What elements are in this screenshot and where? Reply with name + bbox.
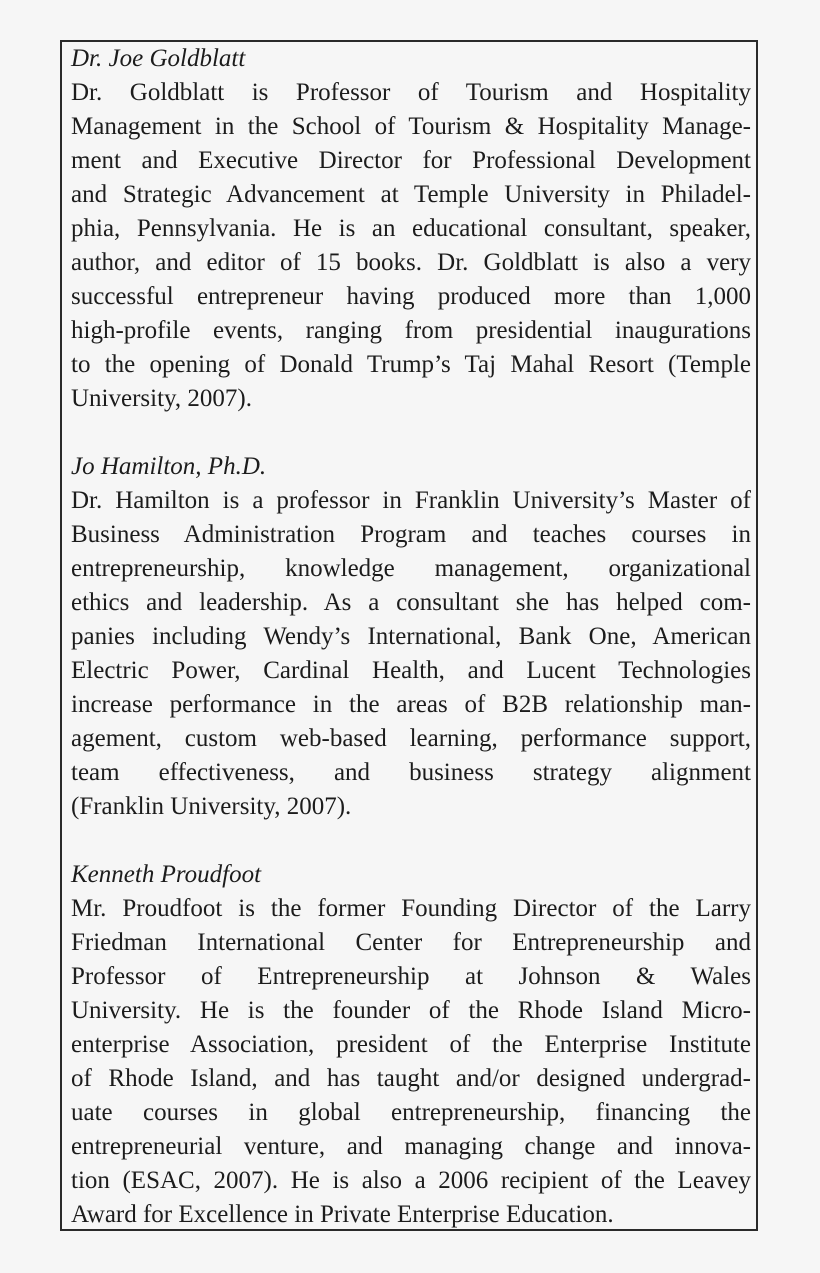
bio-line: entrepreneurship, knowledge management, organizational bbox=[71, 555, 751, 582]
bio-line: Award for Excellence in Private Enterprise Education. bbox=[71, 1201, 614, 1228]
bio-line: high-profile events, ranging from presidential inaugurations bbox=[71, 317, 751, 344]
bio-line: tion (ESAC, 2007). He is also a 2006 recipient of the Leavey bbox=[71, 1167, 751, 1194]
bio-line: Dr. Goldblatt is Professor of Tourism and Hospitality bbox=[71, 79, 751, 106]
bio-line: Business Administration Program and teaches courses in bbox=[71, 521, 751, 548]
bio-line: author, and editor of 15 books. Dr. Goldblatt is also a very bbox=[71, 249, 751, 276]
bio-text bbox=[71, 892, 751, 1232]
bio-line: Professor of Entrepreneurship at Johnson & Wales bbox=[71, 963, 751, 990]
bio-name: Jo Hamilton, Ph.D. bbox=[71, 453, 267, 480]
bio-content bbox=[71, 42, 751, 1232]
bio-line: ethics and leadership. As a consultant she has helped com- bbox=[71, 589, 751, 616]
bio-line: (Franklin University, 2007). bbox=[71, 793, 352, 820]
bio-line: of Rhode Island, and has taught and/or designed undergrad- bbox=[71, 1065, 751, 1092]
bio-line: panies including Wendy’s International, Bank One, American bbox=[71, 623, 751, 650]
bio-line: increase performance in the areas of B2B relationship man- bbox=[71, 691, 751, 718]
bio-line: Mr. Proudfoot is the former Founding Director of the Larry bbox=[71, 895, 751, 922]
bio-line: University. He is the founder of the Rhode Island Micro- bbox=[71, 997, 751, 1024]
bio-line: University, 2007). bbox=[71, 385, 252, 412]
bio-box bbox=[60, 40, 758, 1231]
bio-line: successful entrepreneur having produced more than 1,000 bbox=[71, 283, 751, 310]
bio-line: to the opening of Donald Trump’s Taj Mahal Resort (Temple bbox=[71, 351, 751, 378]
bio-line: ment and Executive Director for Professional Development bbox=[71, 147, 751, 174]
bio-line: Dr. Hamilton is a professor in Franklin University’s Master of bbox=[71, 487, 751, 514]
bio-line: team effectiveness, and business strategy alignment bbox=[71, 759, 751, 786]
bio-name: Kenneth Proudfoot bbox=[71, 861, 262, 888]
bio-entry-proudfoot bbox=[71, 858, 751, 1232]
bio-line: Friedman International Center for Entrepreneurship and bbox=[71, 929, 751, 956]
bio-line: enterprise Association, president of the Enterprise Institute bbox=[71, 1031, 751, 1058]
entry-spacer bbox=[71, 416, 751, 450]
bio-line: phia, Pennsylvania. He is an educational consultant, speaker, bbox=[71, 215, 751, 242]
bio-text bbox=[71, 484, 751, 824]
bio-line: Electric Power, Cardinal Health, and Lucent Technologies bbox=[71, 657, 751, 684]
bio-entry-hamilton bbox=[71, 450, 751, 824]
bio-line: entrepreneurial venture, and managing change and innova- bbox=[71, 1133, 751, 1160]
bio-line: uate courses in global entrepreneurship, financing the bbox=[71, 1099, 751, 1126]
entry-spacer bbox=[71, 824, 751, 858]
bio-line: agement, custom web-based learning, performance support, bbox=[71, 725, 751, 752]
bio-line: Management in the School of Tourism & Hospitality Manage- bbox=[71, 113, 751, 140]
bio-name: Dr. Joe Goldblatt bbox=[71, 45, 246, 72]
bio-line: and Strategic Advancement at Temple University in Philadel- bbox=[71, 181, 751, 208]
bio-text bbox=[71, 76, 751, 416]
bio-entry-goldblatt bbox=[71, 42, 751, 416]
